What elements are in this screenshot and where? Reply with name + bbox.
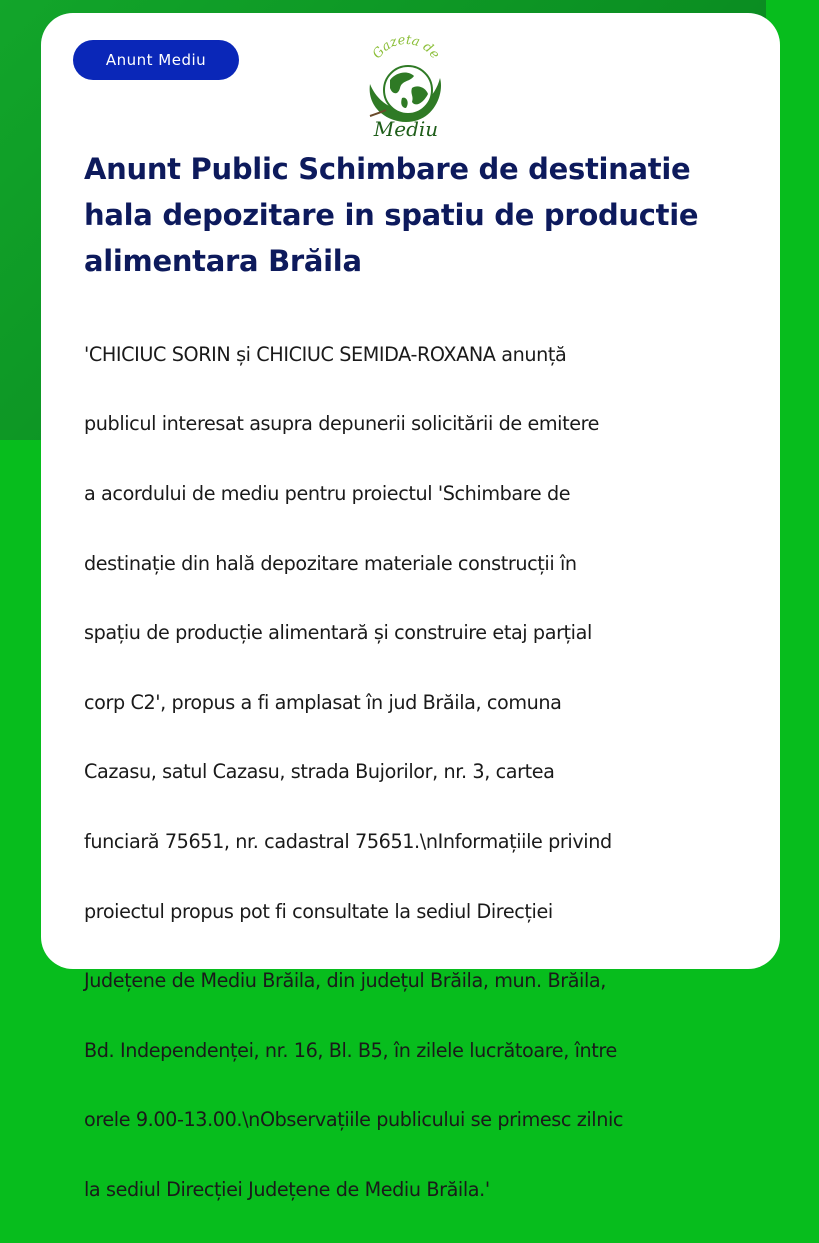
body-line: proiectul propus pot fi consultate la sediul Direcției <box>84 899 553 923</box>
category-badge[interactable] <box>73 40 239 80</box>
svg-text:Mediu: Mediu <box>373 117 439 141</box>
body-line: publicul interesat asupra depunerii solicitării de emitere <box>84 412 600 436</box>
body-line: spațiu de producție alimentară și construire etaj parțial <box>84 621 592 645</box>
body-line: la sediul Direcției Județene de Mediu Brăila.' <box>84 1177 490 1201</box>
svg-text:Gazeta de: Gazeta de <box>369 32 443 62</box>
body-line: corp C2', propus a fi amplasat în jud Brăila, comuna <box>84 690 562 714</box>
body-line: Cazasu, satul Cazasu, strada Bujorilor, nr. 3, cartea <box>84 760 555 784</box>
body-line: funciară 75651, nr. cadastral 75651.\nInformațiile privind <box>84 829 612 853</box>
body-line: Județene de Mediu Brăila, din județul Brăila, mun. Brăila, <box>84 969 606 993</box>
article-title: Anunt Public Schimbare de destinatie hala depozitare in spatiu de productie alimentara Brăila <box>84 152 699 278</box>
article-body <box>84 303 754 1243</box>
body-line: a acordului de mediu pentru proiectul 'Schimbare de <box>84 481 571 505</box>
category-badge-label: Anunt Mediu <box>105 51 207 69</box>
globe-leaf-icon <box>356 32 456 142</box>
body-line: orele 9.00-13.00.\nObservațiile publicului se primesc zilnic <box>84 1108 624 1132</box>
gazeta-de-mediu-logo <box>356 32 456 142</box>
body-line: destinație din hală depozitare materiale construcții în <box>84 551 577 575</box>
announcement-card <box>41 13 780 1201</box>
body-line: 'CHICIUC SORIN și CHICIUC SEMIDA-ROXANA anunță <box>84 342 567 366</box>
body-line: Bd. Independenței, nr. 16, Bl. B5, în zilele lucrătoare, între <box>84 1038 617 1062</box>
